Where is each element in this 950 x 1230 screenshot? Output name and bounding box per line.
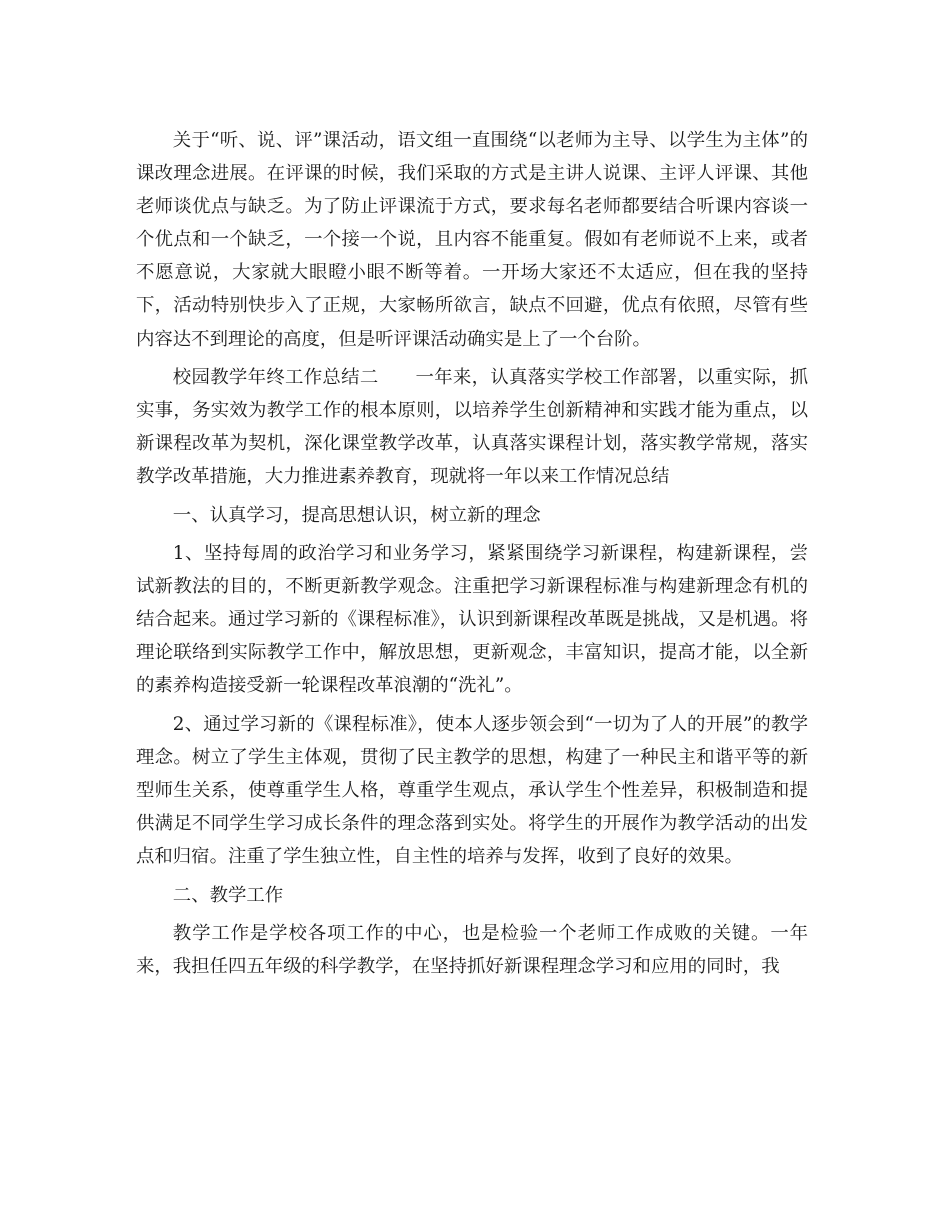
document-body [136,124,808,988]
section-heading-2: 二、教学工作 [172,884,284,906]
section1-item-1: 1、坚持每周的政治学习和业务学习，紧紧围绕学习新课程，构建新课程，尝试新教法的目的，不断更新教学观念。注重把学习新课程标准与构建新理念有机的结合起来。通过学习新的《课程标准》，认识到新课程改革既是挑战，又是机遇。将理论联络到实际教学工作中，解放思想，更新观念，丰富知识，提高才能，以全新的素养构造接受新一轮课程改革浪潮的“洗礼”。 [136,543,808,697]
summary-title: 校园教学年终工作总结二 [172,366,379,388]
paragraph-listen-speak-review: 关于“听、说、评”课活动，语文组一直围绕“以老师为主导、以学生为主体”的课改理念进展。在评课的时候，我们采取的方式是主讲人说课、主评人评课、其他老师谈优点与缺乏。为了防止评课流于方式，要求每名老师都要结合听课内容谈一个优点和一个缺乏，一个接一个说，且内容不能重复。假如有老师说不上来，或者不愿意说，大家就大眼瞪小眼不断等着。一开场大家还不太适应，但在我的坚持下，活动特别快步入了正规，大家畅所欲言，缺点不回避，优点有依照，尽管有些内容达不到理论的高度，但是听评课活动确实是上了一个台阶。 [136,130,808,350]
section1-item-2: 2、通过学习新的《课程标准》，使本人逐步领会到“一切为了人的开展”的教学理念。树立了学生主体观，贯彻了民主教学的思想，构建了一种民主和谐平等的新型师生关系，使尊重学生人格，尊重学生观点，承认学生个性差异，积极制造和提供满足不同学生学习成长条件的理念落到实处。将学生的开展作为教学活动的出发点和归宿。注重了学生独立性，自主性的培养与发挥，收到了良好的效果。 [136,713,808,868]
section-heading-1: 一、认真学习，提高思想认识，树立新的理念 [172,504,541,526]
paragraph-summary-intro [136,361,808,493]
section2-body: 教学工作是学校各项工作的中心，也是检验一个老师工作成败的关键。一年来，我担任四五年级的科学教学，在坚持抓好新课程理念学习和应用的同时，我 [136,922,808,978]
summary-intro-text: 一年来，认真落实学校工作部署，以重实际，抓实事，务实效为教学工作的根本原则，以培养学生创新精神和实践才能为重点，以新课程改革为契机，深化课堂教学改革，认真落实课程计划，落实教学常规，落实教学改革措施，大力推进素养教育，现就将一年以来工作情况总结 [136,366,808,488]
